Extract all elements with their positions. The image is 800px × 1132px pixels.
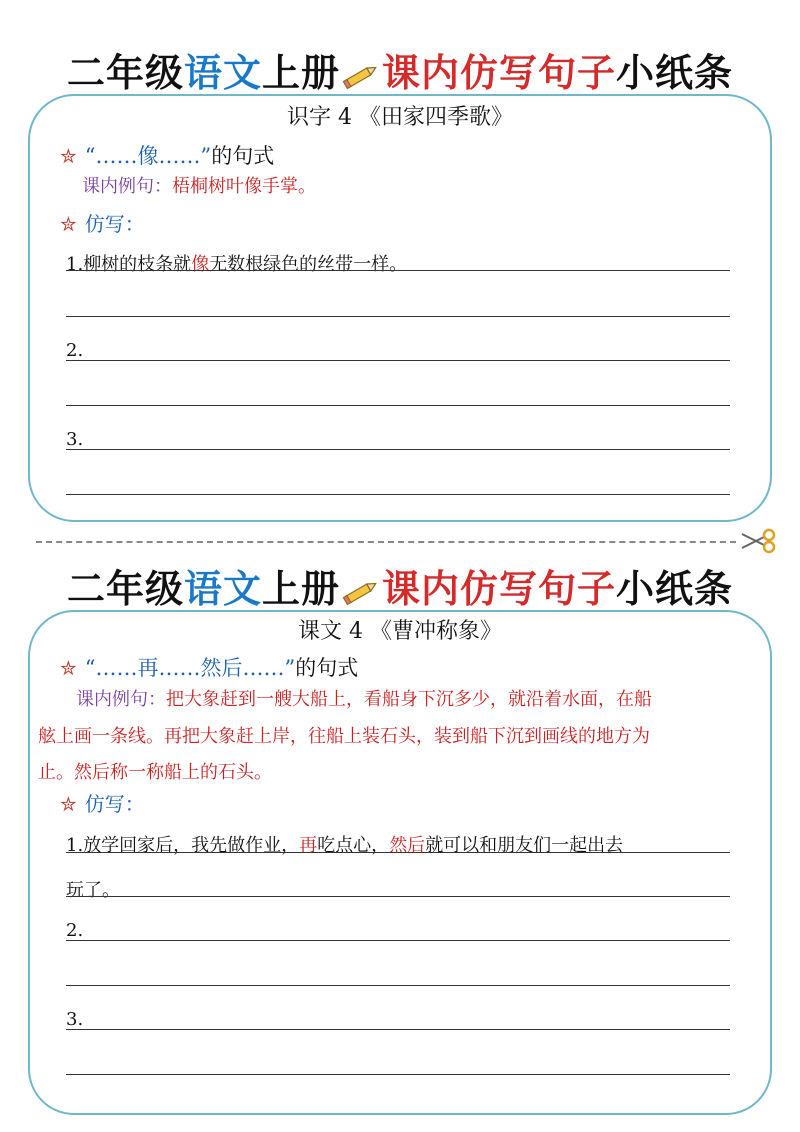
answer-number: 3. bbox=[66, 429, 84, 450]
writing-line[interactable] bbox=[66, 405, 730, 406]
star-icon: ✮ bbox=[60, 144, 77, 168]
page-title-2: 二年级语文上册 课内仿写句子小纸条 bbox=[66, 567, 734, 611]
imitate-heading: ✮ 仿写： bbox=[60, 792, 145, 816]
star-icon: ✮ bbox=[60, 656, 77, 680]
writing-line[interactable] bbox=[66, 985, 730, 986]
writing-line[interactable] bbox=[66, 316, 730, 317]
example-sentence-line: 舷上画一条线。再把大象赶上岸，往船上装石头，装到船下沉到画线的地方为 bbox=[38, 726, 650, 747]
answer-number: 2. bbox=[66, 340, 84, 361]
answer-number: 3. bbox=[66, 1009, 84, 1030]
lesson-title: 课文 4 《曹冲称象》 bbox=[298, 619, 502, 644]
answer-1: 1.柳树的枝条就像无数根绿色的丝带一样。 bbox=[66, 254, 408, 275]
answer-number: 2. bbox=[66, 920, 84, 941]
pencil-icon bbox=[342, 61, 380, 91]
example-sentence-line: 止。然后称一称船上的石头。 bbox=[38, 762, 272, 783]
writing-line[interactable] bbox=[66, 449, 730, 450]
scissors-icon bbox=[738, 528, 778, 554]
example-sentence: 课内例句：把大象赶到一艘大船上，看船身下沉多少，就沿着水面，在船 bbox=[76, 689, 652, 710]
writing-line[interactable] bbox=[66, 940, 730, 941]
writing-line[interactable] bbox=[66, 270, 730, 271]
answer-1: 1.放学回家后，我先做作业，再吃点心，然后就可以和朋友们一起出去 bbox=[66, 835, 624, 856]
star-icon: ✮ bbox=[60, 212, 77, 236]
imitate-heading: ✮ 仿写： bbox=[60, 212, 145, 236]
answer-1-continued: 玩了。 bbox=[66, 880, 120, 901]
writing-line[interactable] bbox=[66, 1029, 730, 1030]
page-title-1: 二年级语文上册 课内仿写句子小纸条 bbox=[66, 51, 734, 95]
sentence-pattern: ✮ “……像……”的句式 bbox=[60, 144, 275, 168]
sentence-pattern: ✮ “……再……然后……”的句式 bbox=[60, 656, 359, 680]
pencil-icon bbox=[342, 577, 380, 607]
example-sentence: 课内例句：梧桐树叶像手掌。 bbox=[82, 176, 316, 197]
lesson-title: 识字 4 《田家四季歌》 bbox=[287, 105, 513, 130]
writing-line[interactable] bbox=[66, 896, 730, 897]
cut-line bbox=[36, 541, 736, 543]
writing-line[interactable] bbox=[66, 852, 730, 853]
writing-line[interactable] bbox=[66, 1074, 730, 1075]
star-icon: ✮ bbox=[60, 792, 77, 816]
writing-line[interactable] bbox=[66, 360, 730, 361]
writing-line[interactable] bbox=[66, 494, 730, 495]
